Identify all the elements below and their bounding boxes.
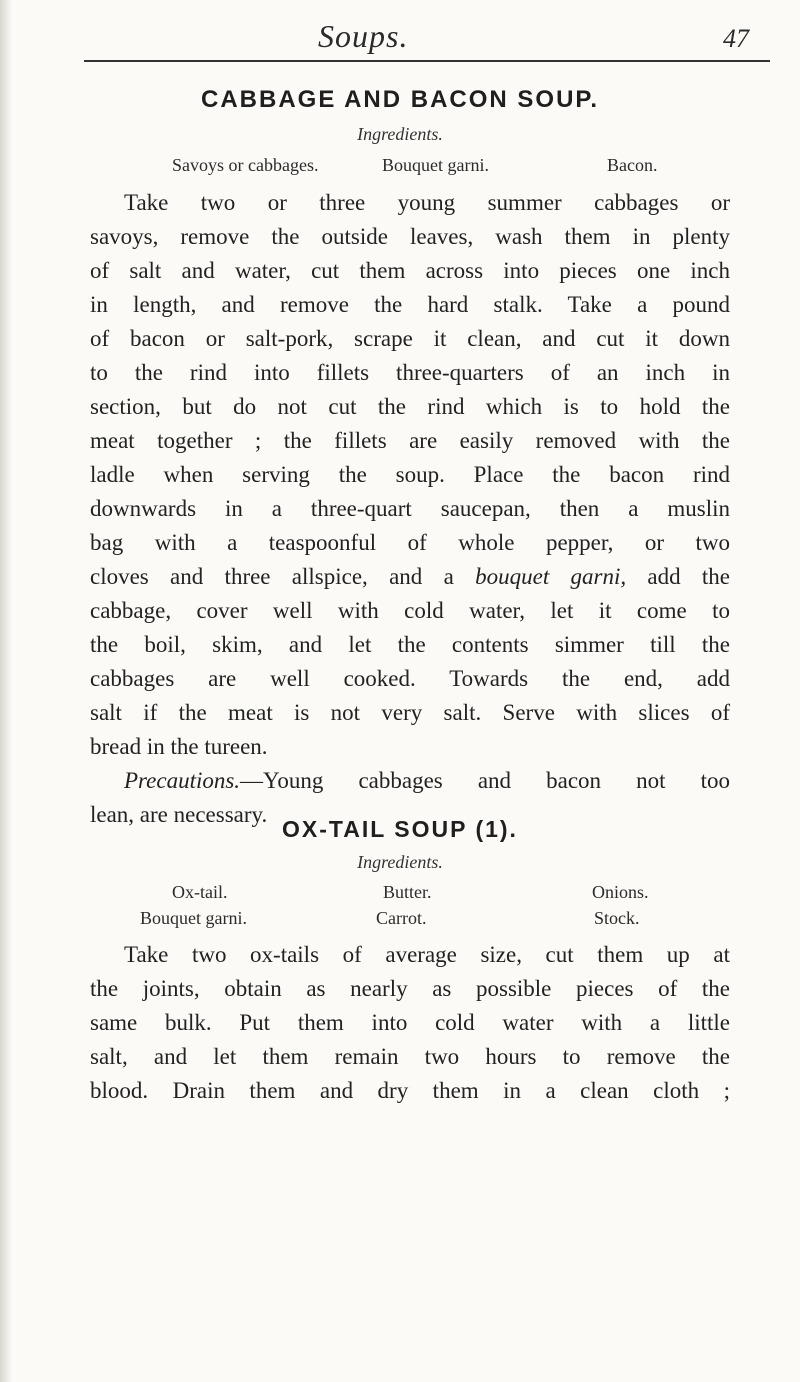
ingredient-item: Onions.: [592, 882, 649, 902]
running-head: [0, 18, 800, 58]
text-line: of salt and water, cut them across into pieces one inch: [90, 258, 730, 283]
ingredients-list: [0, 908, 800, 932]
running-head-title: Soups.: [318, 18, 409, 54]
text-line: ladle when serving the soup. Place the bacon rind: [90, 462, 730, 487]
ingredients-label: Ingredients.: [357, 124, 443, 144]
ingredient-item: Bouquet garni.: [140, 908, 247, 928]
text-line: bread in the tureen.: [90, 734, 268, 759]
text-line: blood. Drain them and dry them in a clean cloth ;: [90, 1078, 730, 1103]
text-line: same bulk. Put them into cold water with a little: [90, 1010, 730, 1035]
text-line: cloves and three allspice, and a bouquet garni, add the: [90, 564, 730, 589]
ingredient-item: Butter.: [383, 882, 432, 902]
recipe-body: [90, 938, 730, 1108]
text-line: salt, and let them remain two hours to remove the: [90, 1044, 730, 1069]
ingredients-label: Ingredients.: [357, 852, 443, 872]
italic-term: bouquet garni,: [475, 564, 627, 589]
page-gutter-shadow: [0, 0, 12, 1382]
page-number: 47: [723, 24, 749, 53]
recipe-body: [90, 186, 730, 832]
ingredient-item: Stock.: [594, 908, 640, 928]
precautions-line: Precautions.—Young cabbages and bacon not too: [124, 768, 730, 793]
text-line: cabbages are well cooked. Towards the end, add: [90, 666, 730, 691]
ingredient-item: Ox-tail.: [172, 882, 228, 902]
recipe-title: OX-TAIL SOUP (1).: [282, 816, 518, 842]
text-line: lean, are necessary.: [90, 802, 268, 827]
ingredients-list: [0, 155, 800, 179]
ingredients-list: [0, 882, 800, 906]
text-line: section, but do not cut the rind which is to hold the: [90, 394, 730, 419]
text-line: in length, and remove the hard stalk. Take a pound: [90, 292, 730, 317]
text-line: of bacon or salt-pork, scrape it clean, and cut it down: [90, 326, 730, 351]
text-line: Take two ox-tails of average size, cut them up at: [124, 942, 730, 967]
text-line: cabbage, cover well with cold water, let it come to: [90, 598, 730, 623]
text-line: meat together ; the fillets are easily removed with the: [90, 428, 730, 453]
text-line: bag with a teaspoonful of whole pepper, or two: [90, 530, 730, 555]
text-line: salt if the meat is not very salt. Serve with slices of: [90, 700, 730, 725]
text-line: savoys, remove the outside leaves, wash them in plenty: [90, 224, 730, 249]
text-line: to the rind into fillets three-quarters of an inch in: [90, 360, 730, 385]
ingredient-item: Bacon.: [607, 155, 658, 175]
ingredient-item: Savoys or cabbages.: [172, 155, 319, 175]
text-line: downwards in a three-quart saucepan, then a muslin: [90, 496, 730, 521]
text-line: the boil, skim, and let the contents simmer till the: [90, 632, 730, 657]
text-line: the joints, obtain as nearly as possible pieces of the: [90, 976, 730, 1001]
recipe-title: CABBAGE AND BACON SOUP.: [200, 86, 600, 113]
precautions-label: Precautions.: [124, 768, 241, 793]
ingredient-item: Carrot.: [376, 908, 427, 928]
ingredient-item: Bouquet garni.: [382, 155, 489, 175]
header-rule: [84, 60, 770, 62]
text-line: Take two or three young summer cabbages or: [124, 190, 730, 215]
